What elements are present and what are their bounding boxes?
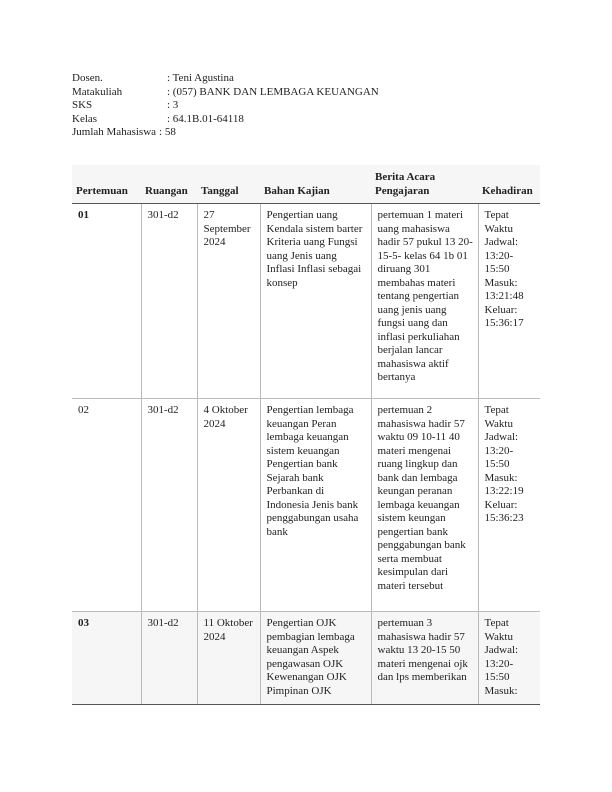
sks-value: : 3 [167,99,179,111]
table-header-row [72,165,540,204]
cell-kehadiran: Tepat Waktu Jadwal: 13:20-15:50 Masuk: [478,612,540,705]
cell-tanggal: 4 Oktober 2024 [197,399,260,612]
jumlah-label: Jumlah Mahasiswa [72,126,157,138]
dosen-label: Dosen. [72,72,103,84]
matakuliah-row [72,86,379,100]
cell-bahan-kajian: Pengertian OJK pembagian lembaga keuangan Aspek pengawasan OJK Kewenangan OJK Pimpinan OJK [260,612,371,705]
cell-tanggal: 27 September 2024 [197,204,260,399]
cell-bahan-kajian: Pengertian lembaga keuangan Peran lembaga keuangan sistem keuangan Pengertian bank Sejarah bank Perbankan di Indonesia Jenis bank penggabungan usaha bank [260,399,371,612]
table-row [72,612,540,705]
cell-pertemuan: 03 [72,612,141,705]
cell-kehadiran: Tepat Waktu Jadwal: 13:20-15:50 Masuk: 13:22:19 Keluar: 15:36:23 [478,399,540,612]
cell-tanggal: 11 Oktober 2024 [197,612,260,705]
kelas-value: : 64.1B.01-64118 [167,112,244,125]
cell-bahan-kajian: Pengertian uang Kendala sistem barter Kriteria uang Fungsi uang Jenis uang Inflasi Inflasi sebagai konsep [260,204,371,399]
col-header-kehadiran: Kehadiran [478,165,540,204]
cell-berita-acara: pertemuan 3 mahasiswa hadir 57 waktu 13 20-15 50 materi mengenai ojk dan lps memberikan [371,612,478,705]
sks-row [72,99,379,113]
cell-ruangan: 301-d2 [141,204,197,399]
matakuliah-value: : (057) BANK DAN LEMBAGA KEUANGAN [167,85,379,98]
jumlah-value: : 58 [159,126,176,138]
cell-pertemuan: 01 [72,204,141,399]
kelas-label: Kelas [72,112,98,125]
cell-ruangan: 301-d2 [141,612,197,705]
cell-ruangan: 301-d2 [141,399,197,612]
matakuliah-label: Matakuliah [72,85,123,98]
course-info-header [72,72,379,140]
cell-pertemuan: 02 [72,399,141,612]
cell-berita-acara: pertemuan 2 mahasiswa hadir 57 waktu 09 10-11 40 materi mengenai ruang lingkup dan bank dan lembaga keungan peranan lembaga keuangan sistem keungan pengertian bank penggabungan bank serta membuat kesimpulan dari materi tersebut [371,399,478,612]
col-header-berita-acara: Berita Acara Pengajaran [371,165,478,204]
kelas-row [72,113,379,127]
dosen-row [72,72,379,86]
cell-berita-acara: pertemuan 1 materi uang mahasiswa hadir 57 pukul 13 20-15-5- kelas 64 1b 01 diruang 301 membahas materi tentang pengertian uang jenis uang fungsi uang dan inflasi perkuliahan berjalan lancar mahasiswa aktif bertanya [371,204,478,399]
col-header-ruangan: Ruangan [141,165,197,204]
col-header-bahan-kajian: Bahan Kajian [260,165,371,204]
table-row [72,204,540,399]
cell-kehadiran: Tepat Waktu Jadwal: 13:20-15:50 Masuk: 13:21:48 Keluar: 15:36:17 [478,204,540,399]
sks-label: SKS [72,99,93,111]
dosen-value: : Teni Agustina [167,72,234,84]
col-header-tanggal: Tanggal [197,165,260,204]
jumlah-row [72,126,379,140]
col-header-pertemuan: Pertemuan [72,165,141,204]
table-row [72,399,540,612]
attendance-table [72,165,540,705]
